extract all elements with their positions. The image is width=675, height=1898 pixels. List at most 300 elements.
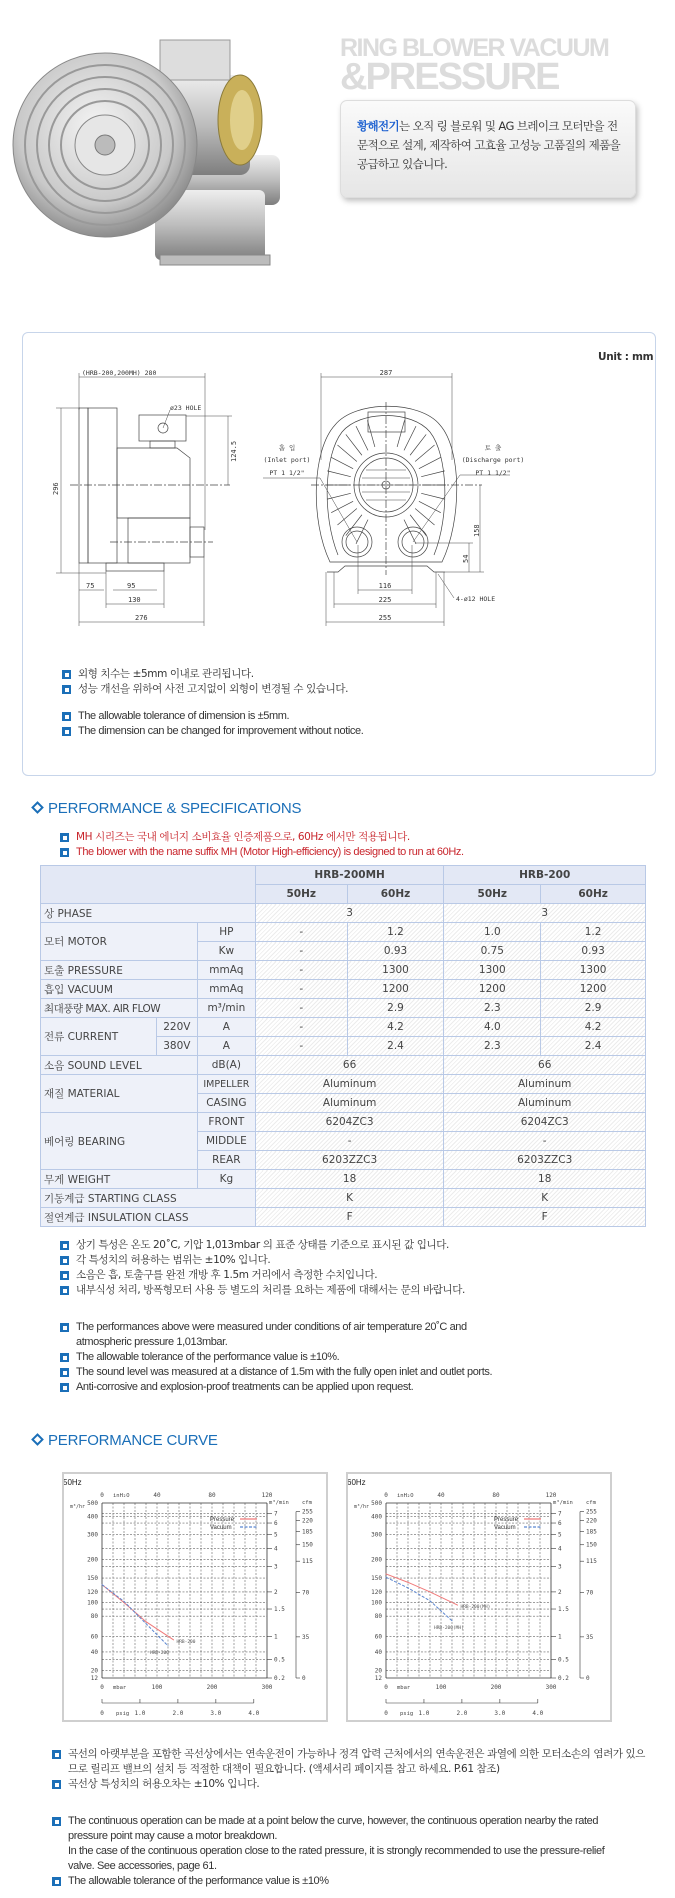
unit-label: Unit : mm [598, 351, 654, 363]
top-tick-label: 80 [492, 1492, 500, 1499]
diamond-icon [31, 801, 44, 814]
y2-tick-label: 0.5 [274, 1656, 285, 1664]
note-text: 성능 개선을 위하여 사전 고지없이 외형이 변경될 수 있습니다. [78, 683, 349, 695]
intro-box [340, 100, 636, 198]
note-text: The dimension can be changed for improvement without notice. [78, 725, 364, 737]
y2-tick-label: 4 [274, 1545, 278, 1553]
y3-tick-label: 115 [302, 1558, 313, 1566]
brand-name: 황해전기 [357, 119, 400, 133]
model-header: HRB-200MH [255, 866, 444, 885]
dimension-notes [62, 667, 363, 739]
bullet-icon [52, 1780, 61, 1789]
data-point [146, 1623, 147, 1624]
cell: 1.2 [347, 923, 444, 942]
fin-line [410, 434, 426, 455]
data-point [408, 1587, 409, 1588]
section-title-performance [30, 800, 301, 817]
psig-axis-label: psig [400, 1711, 414, 1717]
table-row [41, 1056, 646, 1075]
cell: Aluminum [255, 1094, 444, 1113]
cell: 4.2 [541, 1018, 646, 1037]
note-text: The sound level was measured at a distance of 1.5m with the fully open inlet and outlet ports. [76, 1366, 493, 1378]
data-point [408, 1582, 409, 1583]
section-title-curve [30, 1432, 218, 1449]
y-tick-label: 100 [87, 1599, 98, 1607]
cell: 6203ZZC3 [255, 1151, 444, 1170]
y2-tick-label: 4 [558, 1545, 562, 1553]
table-row [41, 904, 646, 923]
y2-tick-label: 7 [558, 1510, 562, 1518]
y3-tick-label: 220 [586, 1517, 597, 1525]
row-label: 전류 CURRENT [41, 1018, 157, 1056]
header-blank [41, 866, 256, 904]
cell: 2.4 [347, 1037, 444, 1056]
cell: 1300 [541, 961, 646, 980]
cell: 66 [444, 1056, 646, 1075]
x-tick-label: 100 [151, 1684, 163, 1691]
psig-tick-label: 1.0 [418, 1710, 430, 1717]
y-tick-label: 12 [90, 1675, 98, 1682]
data-point [173, 1639, 174, 1640]
y2-tick-label: 6 [558, 1520, 562, 1528]
note-item [60, 830, 464, 845]
bullet-icon [62, 727, 71, 736]
cell: - [255, 999, 347, 1018]
hz-header: 60Hz [541, 885, 646, 904]
voltage-cell: 380V [156, 1037, 197, 1056]
data-point [386, 1577, 387, 1578]
table-row [41, 999, 646, 1018]
cell: 1200 [347, 980, 444, 999]
row-label: 최대풍량 MAX. AIR FLOW [41, 999, 198, 1018]
dim-overall-length: (HRB-200,200MH) 280 [82, 369, 157, 377]
row-label: 베어링 BEARING [41, 1113, 198, 1170]
y-tick-label: 80 [90, 1613, 98, 1621]
cell: - [444, 1132, 646, 1151]
unit-cell: HP [197, 923, 255, 942]
y2-tick-label: 2 [274, 1588, 278, 1596]
inlet-size: PT 1 1/2" [269, 469, 305, 477]
cell: 3 [255, 904, 444, 923]
row-label: 상 PHASE [41, 904, 256, 923]
fin-line [337, 445, 356, 461]
y-tick-label: 80 [374, 1613, 382, 1621]
y3-tick-label: 255 [302, 1508, 313, 1516]
performance-chart-50hz [62, 1472, 328, 1722]
unit-cell: Kw [197, 942, 255, 961]
data-point [430, 1600, 431, 1601]
cell: Aluminum [255, 1075, 444, 1094]
row-label: 절연계급 INSULATION CLASS [41, 1208, 256, 1227]
y-tick-label: 12 [374, 1675, 382, 1682]
data-point [452, 1620, 453, 1621]
inlet-label-en: (Inlet port) [263, 456, 311, 464]
row-label: 소음 SOUND LEVEL [41, 1056, 198, 1075]
y2-tick-label: 7 [274, 1510, 278, 1518]
y2-tick-label: 1 [274, 1633, 278, 1641]
note-text: The allowable tolerance of dimension is ±5mm. [78, 710, 290, 722]
cell: 2.4 [541, 1037, 646, 1056]
data-point [124, 1601, 125, 1602]
chart-title: 60Hz [348, 1478, 366, 1487]
cell: 1.2 [541, 923, 646, 942]
part-cell: IMPELLER [197, 1075, 255, 1094]
bullet-icon [60, 1323, 69, 1332]
dim-116: 116 [378, 582, 392, 590]
fin-line [367, 420, 374, 447]
legend-label: Pressure [210, 1517, 235, 1523]
series-line-pressure [386, 1574, 458, 1605]
note-item [52, 1747, 652, 1777]
table-header-row [41, 866, 646, 885]
note-text: Anti-corrosive and explosion-proof treatments can be applied upon request. [76, 1381, 414, 1393]
y3-tick-label: 35 [586, 1633, 594, 1641]
cell: 1300 [444, 961, 541, 980]
fin-line [346, 515, 362, 536]
ring-blower-product-image [10, 15, 310, 285]
psig-tick-label: 0 [100, 1710, 104, 1717]
top-tick-label: 0 [384, 1492, 388, 1499]
dim-hole: ø23 HOLE [170, 404, 202, 412]
top-tick-label: 120 [261, 1492, 273, 1499]
bullet-icon [60, 833, 69, 842]
cell: F [444, 1208, 646, 1227]
table-row [41, 923, 646, 942]
note-item [60, 845, 464, 860]
fin-line [327, 471, 350, 477]
y2-tick-label: 3 [274, 1563, 278, 1571]
y2-tick-label: 5 [274, 1531, 278, 1539]
outlet-label-ko: 토 출 [484, 444, 502, 452]
y-tick-label: 40 [374, 1648, 382, 1656]
psig-tick-label: 2.0 [172, 1710, 184, 1717]
fin-line [415, 445, 434, 461]
y3-tick-label: 150 [302, 1541, 313, 1549]
fin-line [419, 457, 441, 468]
cell: 2.3 [444, 1037, 541, 1056]
top-axis-label: inH₂O [397, 1493, 414, 1499]
top-tick-label: 40 [153, 1492, 161, 1499]
cell: 6203ZZC3 [444, 1151, 646, 1170]
mh-warning-notes [60, 830, 464, 860]
unit-cell: Kg [197, 1170, 255, 1189]
y3-tick-label: 0 [586, 1675, 590, 1682]
dim-95: 95 [127, 582, 136, 590]
note-text: 내부식성 처리, 방폭형모터 사용 등 별도의 처리를 요하는 제품에 대해서는 문의 바랍니다. [76, 1284, 465, 1296]
y-tick-label: 60 [90, 1633, 98, 1641]
y-axis-label: m³/hr [354, 1504, 370, 1510]
y-tick-label: 500 [87, 1500, 98, 1507]
y2-tick-label: 2 [558, 1588, 562, 1596]
bullet-icon [60, 1368, 69, 1377]
cell: 1200 [541, 980, 646, 999]
top-tick-label: 0 [100, 1492, 104, 1499]
y-tick-label: 60 [374, 1633, 382, 1641]
cell: 18 [444, 1170, 646, 1189]
y2-tick-label: 3 [558, 1563, 562, 1571]
x-tick-label: 200 [490, 1684, 502, 1691]
spec-table [40, 865, 646, 1227]
chart-svg [64, 1474, 326, 1720]
cell: 1300 [347, 961, 444, 980]
psig-tick-label: 3.0 [210, 1710, 222, 1717]
data-point [430, 1591, 431, 1592]
unit-cell: A [197, 1037, 255, 1056]
table-row [41, 980, 646, 999]
fin-line [346, 434, 362, 455]
y3-tick-label: 150 [586, 1541, 597, 1549]
data-point [457, 1605, 458, 1606]
note-text: The blower with the name suffix MH (Motor High-efficiency) is designed to run at 60Hz. [76, 846, 464, 858]
note-item [52, 1777, 652, 1792]
dim-130: 130 [128, 596, 141, 604]
dim-front-width: 287 [379, 369, 393, 377]
y-tick-label: 200 [87, 1556, 98, 1564]
cell: - [255, 1132, 444, 1151]
y3-tick-label: 255 [586, 1508, 597, 1516]
x-tick-label: 300 [545, 1684, 557, 1691]
note-text: 소음은 흡, 토출구를 완전 개방 후 1.5m 거리에서 측정한 수치입니다. [76, 1269, 378, 1281]
dim-upper-height: 124.5 [230, 440, 238, 462]
bullet-icon [62, 685, 71, 694]
curve-label: HRB-200(MH) [434, 1625, 464, 1631]
voltage-cell: 220V [156, 1018, 197, 1037]
note-item [60, 1268, 640, 1283]
cell: - [255, 980, 347, 999]
cell: 18 [255, 1170, 444, 1189]
bullet-icon [62, 712, 71, 721]
inlet-label-ko: 흡 입 [278, 444, 296, 452]
y2-tick-label: 1.5 [274, 1606, 285, 1614]
side-view [56, 373, 232, 626]
y-tick-label: 120 [371, 1588, 382, 1596]
bullet-icon [52, 1877, 61, 1886]
x-tick-label: 0 [100, 1684, 104, 1691]
row-label: 기동계급 STARTING CLASS [41, 1189, 256, 1208]
unit-cell: A [197, 1018, 255, 1037]
dimension-drawing [20, 330, 660, 640]
bullet-icon [62, 670, 71, 679]
y-tick-label: 300 [87, 1531, 98, 1539]
y2-axis-label: m³/min [269, 1500, 289, 1506]
part-cell: REAR [197, 1151, 255, 1170]
y2-tick-label: 5 [558, 1531, 562, 1539]
dim-height: 296 [52, 482, 60, 495]
y2-tick-label: 0.2 [558, 1675, 569, 1682]
outlet-label-en: (Discharge port) [461, 456, 525, 464]
y3-tick-label: 185 [302, 1528, 313, 1536]
y3-tick-label: 115 [586, 1558, 597, 1566]
note-text: 곡선상 특성치의 허용오차는 ±10% 입니다. [68, 1778, 260, 1790]
legend-label: Vacuum [210, 1525, 232, 1531]
intro-text: 는 오직 링 블로워 및 AG 브레이크 모터만을 전문적으로 설계, 제작하여 고효율 고성능 고품질의 제품을 공급하고 있습니다. [357, 119, 621, 171]
table-row [41, 1113, 646, 1132]
y3-tick-label: 70 [302, 1589, 310, 1597]
curve-label: HRB-200 [176, 1639, 196, 1645]
y-tick-label: 150 [371, 1575, 382, 1583]
note-item [52, 1874, 652, 1889]
bullet-icon [60, 1241, 69, 1250]
row-label: 토출 PRESSURE [41, 961, 198, 980]
data-point [168, 1645, 169, 1646]
y3-axis-label: cfm [302, 1500, 312, 1506]
y-tick-label: 200 [371, 1556, 382, 1564]
cell: 6204ZC3 [444, 1113, 646, 1132]
cell: 3 [444, 904, 646, 923]
cell: 1200 [444, 980, 541, 999]
cell: 66 [255, 1056, 444, 1075]
bullet-icon [60, 848, 69, 857]
note-text: The allowable tolerance of the performance value is ±10% [68, 1875, 329, 1887]
note-item [60, 1283, 640, 1298]
cell: K [444, 1189, 646, 1208]
x-tick-label: 100 [435, 1684, 447, 1691]
note-text: 상기 특성은 온도 20˚C, 기압 1,013mbar 의 표준 상태를 기준으로 표시된 값 입니다. [76, 1239, 449, 1251]
fin-line [327, 493, 350, 499]
y3-tick-label: 185 [586, 1528, 597, 1536]
unit-cell: m³/min [197, 999, 255, 1018]
note-item [60, 1380, 640, 1395]
fin-line [397, 420, 404, 447]
bullet-icon [60, 1353, 69, 1362]
cell: 2.3 [444, 999, 541, 1018]
y-tick-label: 100 [371, 1599, 382, 1607]
cell: 2.9 [541, 999, 646, 1018]
dim-276: 276 [135, 614, 148, 622]
fin-line [415, 509, 434, 525]
y-tick-label: 400 [371, 1513, 382, 1521]
cell: - [255, 942, 347, 961]
fin-line [356, 426, 368, 450]
row-label: 무게 WEIGHT [41, 1170, 198, 1189]
psig-tick-label: 4.0 [532, 1710, 544, 1717]
curve-label: HRB-200 [150, 1650, 169, 1656]
note-item [60, 1350, 640, 1365]
top-tick-label: 80 [208, 1492, 216, 1499]
dim-225: 225 [378, 596, 392, 604]
diamond-icon [31, 1433, 44, 1446]
cell: 4.2 [347, 1018, 444, 1037]
data-point [386, 1573, 387, 1574]
top-axis-label: inH₂O [113, 1493, 130, 1499]
row-label: 흡입 VACUUM [41, 980, 198, 999]
row-label: 모터 MOTOR [41, 923, 198, 961]
bullet-icon [60, 1256, 69, 1265]
part-cell: FRONT [197, 1113, 255, 1132]
note-text: 곡선의 아랫부분을 포함한 곡선상에서는 연속운전이 가능하나 정격 압력 근처에서의 연속운전은 과열에 의한 모터소손의 염려가 있으므로 릴리프 밸브의 설치 등 적절한 대책이 필요합니다. (액세서리 페이지를 참고 하세요. P.61 참조) [68, 1748, 645, 1775]
data-point [146, 1621, 147, 1622]
note-item [60, 1320, 500, 1350]
legend-label: Vacuum [494, 1525, 516, 1531]
top-tick-label: 120 [545, 1492, 557, 1499]
y3-tick-label: 70 [586, 1589, 594, 1597]
dim-75: 75 [86, 582, 95, 590]
y3-tick-label: 0 [302, 1675, 306, 1682]
bullet-icon [52, 1817, 61, 1826]
x-tick-label: 0 [384, 1684, 388, 1691]
y-tick-label: 20 [374, 1667, 382, 1675]
page-title-line2: &PRESSURE [340, 56, 559, 98]
y3-axis-label: cfm [586, 1500, 596, 1506]
table-row [41, 1170, 646, 1189]
table-row [41, 1075, 646, 1094]
unit-cell: mmAq [197, 980, 255, 999]
y2-tick-label: 0.2 [274, 1675, 285, 1682]
y2-axis-label: m³/min [553, 1500, 573, 1506]
table-row [41, 1189, 646, 1208]
cell: - [255, 1018, 347, 1037]
note-text: 외형 치수는 ±5mm 이내로 관리됩니다. [78, 668, 254, 680]
note-item [52, 1814, 612, 1874]
curve-notes [52, 1747, 652, 1889]
y-tick-label: 300 [371, 1531, 382, 1539]
y2-tick-label: 6 [274, 1520, 278, 1528]
unit-cell: mmAq [197, 961, 255, 980]
section-title-text: PERFORMANCE CURVE [48, 1432, 218, 1449]
table-row [41, 1208, 646, 1227]
cell: 1.0 [444, 923, 541, 942]
x-tick-label: 300 [261, 1684, 273, 1691]
bullet-icon [60, 1383, 69, 1392]
data-point [102, 1584, 103, 1585]
psig-tick-label: 2.0 [456, 1710, 468, 1717]
unit-cell: dB(A) [197, 1056, 255, 1075]
y-tick-label: 20 [90, 1667, 98, 1675]
bullet-icon [52, 1750, 61, 1759]
cell: 0.75 [444, 942, 541, 961]
fin-line [404, 426, 416, 450]
fin-line [421, 471, 444, 477]
outlet-size: PT 1 1/2" [475, 469, 511, 477]
x-tick-label: 200 [206, 1684, 218, 1691]
mount-holes-label: 4-ø12 HOLE [456, 595, 496, 603]
y3-tick-label: 220 [302, 1517, 313, 1525]
chart-svg [348, 1474, 610, 1720]
dim-54: 54 [462, 554, 470, 563]
cell: 0.93 [541, 942, 646, 961]
curve-label: HRB-200(MH) [460, 1605, 491, 1611]
model-header: HRB-200 [444, 866, 646, 885]
cell: - [255, 923, 347, 942]
cell: 2.9 [347, 999, 444, 1018]
psig-axis-label: psig [116, 1711, 130, 1717]
section-title-text: PERFORMANCE & SPECIFICATIONS [48, 800, 302, 817]
x-axis-label: mbar [113, 1685, 127, 1691]
note-item [60, 1365, 640, 1380]
cell: Aluminum [444, 1075, 646, 1094]
fin-line [356, 520, 368, 544]
performance-notes [60, 1238, 640, 1395]
y2-tick-label: 0.5 [558, 1656, 569, 1664]
cell: F [255, 1208, 444, 1227]
note-text: The continuous operation can be made at a point below the curve, however, the continuous operation nearby the rated pressure point may cause a motor breakdown. [68, 1815, 599, 1842]
note-text: The allowable tolerance of the performance value is ±10%. [76, 1351, 340, 1363]
note-item [62, 709, 363, 724]
note-item [62, 667, 363, 682]
y2-tick-label: 1.5 [558, 1606, 569, 1614]
psig-tick-label: 4.0 [248, 1710, 260, 1717]
psig-tick-label: 0 [384, 1710, 388, 1717]
bullet-icon [60, 1286, 69, 1295]
y-tick-label: 400 [87, 1513, 98, 1521]
performance-chart-60hz [346, 1472, 612, 1722]
note-text: The performances above were measured under conditions of air temperature 20˚C and atmospheric pressure 1,013mbar. [76, 1321, 467, 1348]
psig-tick-label: 1.0 [134, 1710, 146, 1717]
table-row [41, 1018, 646, 1037]
y2-tick-label: 1 [558, 1633, 562, 1641]
fin-line [337, 509, 356, 525]
part-cell: CASING [197, 1094, 255, 1113]
